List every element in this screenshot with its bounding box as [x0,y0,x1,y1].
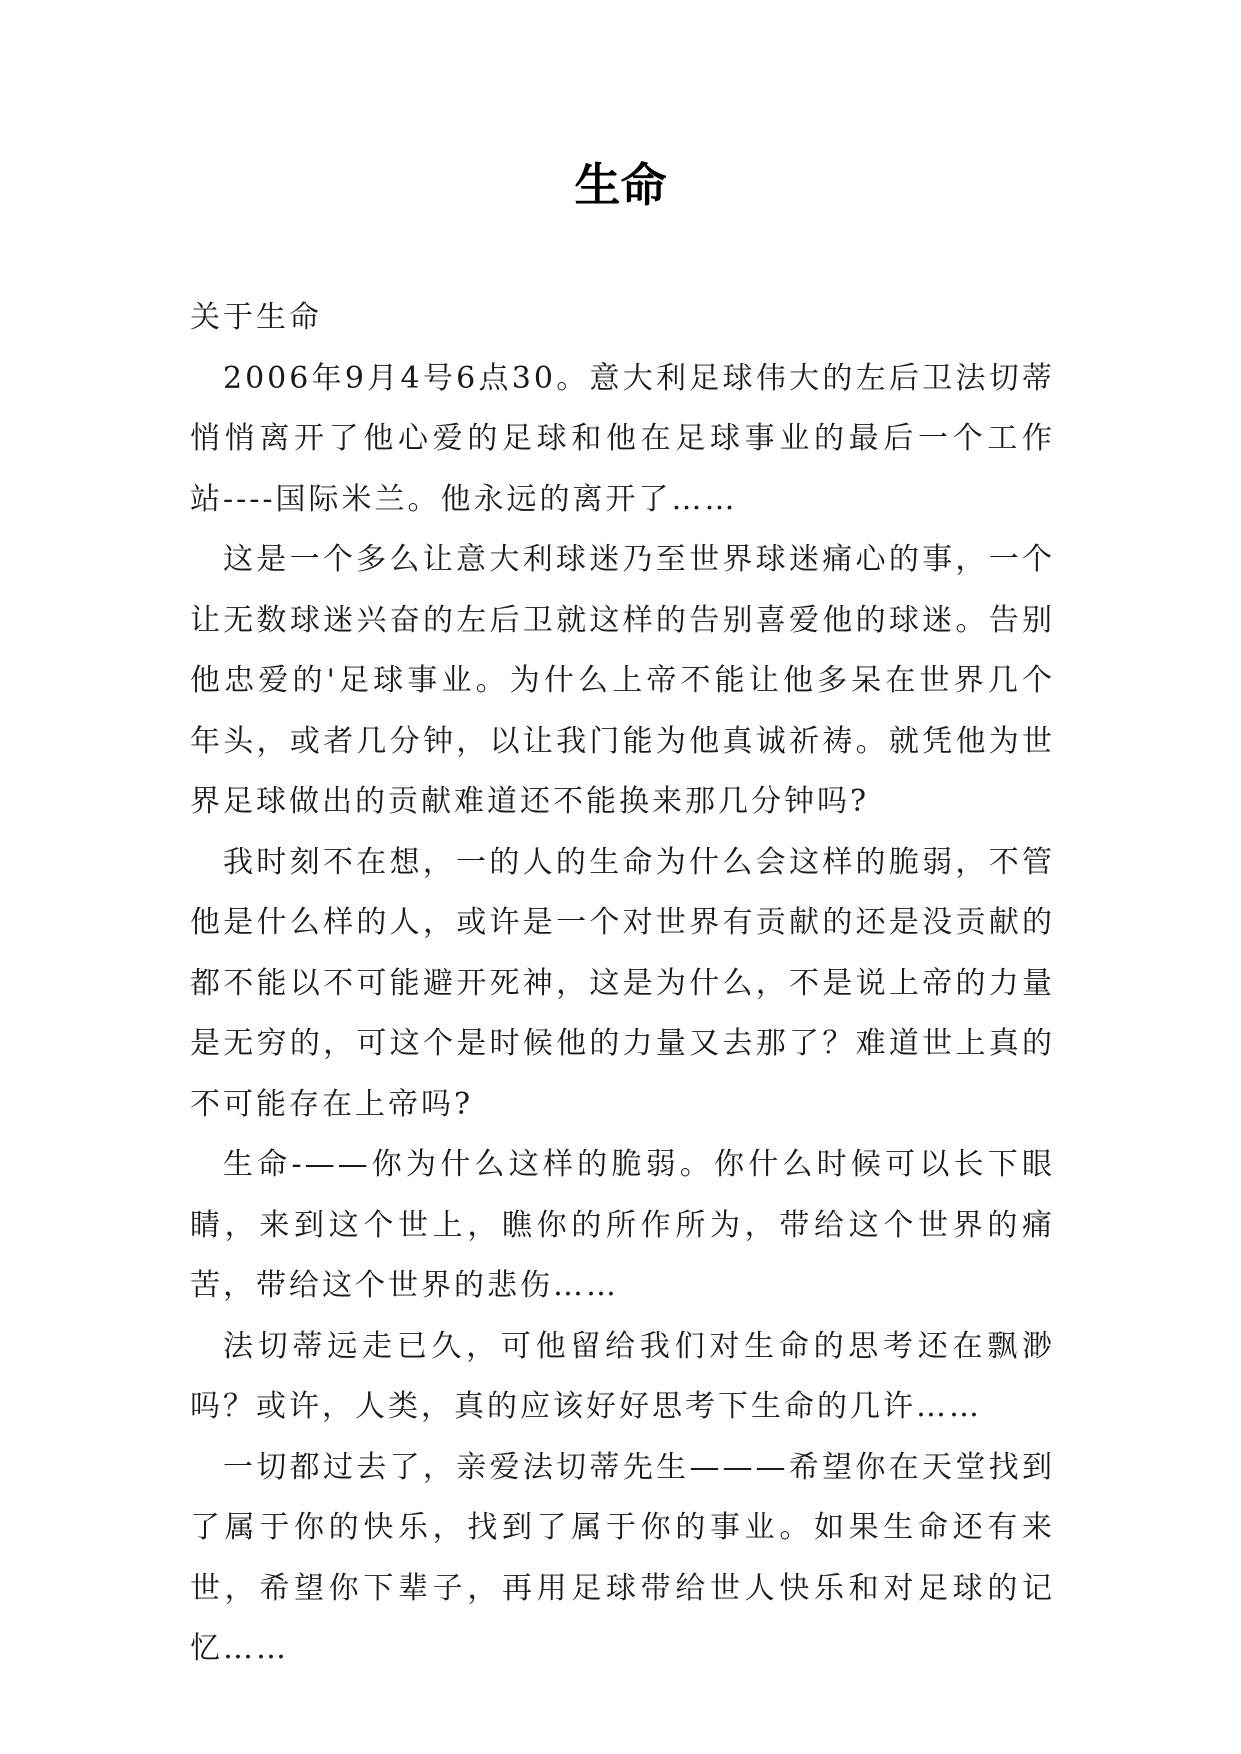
page-title: 生命 [574,158,667,212]
section-heading: 关于生命 [190,300,322,335]
body-paragraph-2: 这是一个多么让意大利球迷乃至世界球迷痛心的事，一个让无数球迷兴奋的左后卫就这样的告别喜爱他的球迷。告别他忠爱的'足球事业。为什么上帝不能让他多呆在世界几个年头，或者几分钟，以让我门能为他真诚祈祷。就凭他为世界足球做出的贡献难道还不能换来那几分钟吗? [190,542,1055,819]
document-body [190,288,1055,1680]
body-paragraph-1: 2006年9月4号6点30。意大利足球伟大的左后卫法切蒂悄悄离开了他心爱的足球和他在足球事业的最后一个工作站----国际米兰。他永远的离开了…… [190,360,1055,517]
body-paragraph-5: 法切蒂远走已久，可他留给我们对生命的思考还在飘渺吗？或许，人类，真的应该好好思考下生命的几许…… [190,1328,1055,1424]
body-paragraph-4: 生命-——你为什么这样的脆弱。你什么时候可以长下眼睛，来到这个世上，瞧你的所作所为，带给这个世界的痛苦，带给这个世界的悲伤…… [190,1147,1055,1303]
body-paragraph-3: 我时刻不在想，一的人的生命为什么会这样的脆弱，不管他是什么样的人，或许是一个对世界有贡献的还是没贡献的都不能以不可能避开死神，这是为什么，不是说上帝的力量是无穷的，可这个是时候他的力量又去那了？难道世上真的不可能存在上帝吗? [190,844,1055,1122]
body-paragraph-6: 一切都过去了，亲爱法切蒂先生———希望你在天堂找到了属于你的快乐，找到了属于你的事业。如果生命还有来世，希望你下辈子，再用足球带给世人快乐和对足球的记忆…… [190,1449,1055,1666]
